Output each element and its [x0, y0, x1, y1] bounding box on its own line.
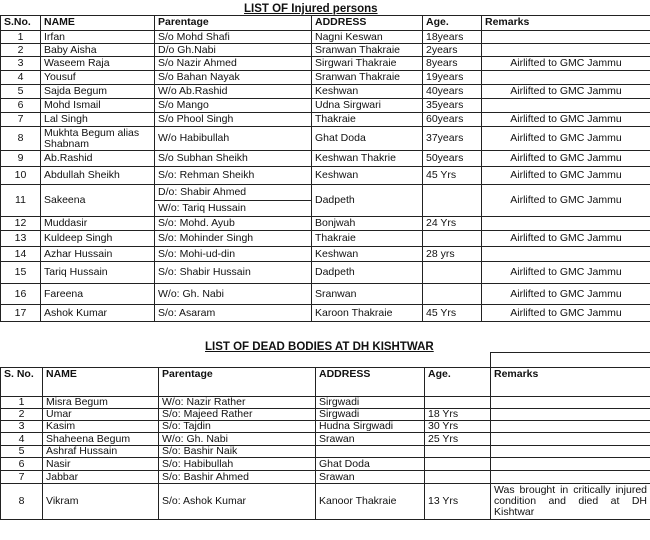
table-row — [1, 99, 650, 113]
parentage-cell: S/o: Asaram — [155, 305, 312, 322]
remarks-cell — [482, 247, 650, 262]
parentage-cell: S/o: Tajdin — [159, 421, 316, 433]
col-header-age: Age. — [423, 16, 482, 31]
table-row — [1, 231, 650, 247]
parentage-cell: S/o Bahan Nayak — [155, 71, 312, 85]
injured-list-title: LIST OF Injured persons — [244, 3, 378, 15]
parentage-cell — [155, 185, 312, 217]
parentage-line: D/o: Shabir Ahmed — [158, 186, 247, 198]
serial-number-cell: 7 — [1, 471, 43, 484]
col-header-remarks: Remarks — [482, 16, 650, 31]
remarks-cell — [482, 217, 650, 231]
serial-number-cell: 3 — [1, 421, 43, 433]
dead-bodies-table — [0, 367, 650, 520]
table-row — [1, 458, 650, 471]
age-cell: 2years — [423, 44, 482, 57]
name-cell: Mukhta Begum alias Shabnam — [41, 127, 155, 151]
serial-number-cell: 9 — [1, 151, 41, 167]
address-cell: Sirgwadi — [316, 409, 425, 421]
parentage-cell: S/o Mango — [155, 99, 312, 113]
age-cell — [425, 446, 491, 458]
age-cell: 24 Yrs — [423, 217, 482, 231]
address-cell: Dadpeth — [312, 185, 423, 217]
parentage-cell: S/o Phool Singh — [155, 113, 312, 127]
dead-header-row — [1, 368, 650, 397]
address-cell: Thakraie — [312, 113, 423, 127]
address-cell: Nagni Keswan — [312, 31, 423, 44]
name-cell: Muddasir — [41, 217, 155, 231]
address-cell: Sranwan — [312, 284, 423, 305]
name-cell: Sajda Begum — [41, 85, 155, 99]
serial-number-cell: 8 — [1, 127, 41, 151]
name-cell: Tariq Hussain — [41, 262, 155, 284]
address-cell: Bonjwah — [312, 217, 423, 231]
table-row — [1, 217, 650, 231]
remarks-cell — [491, 397, 650, 409]
remarks-cell — [491, 421, 650, 433]
parentage-cell: S/o: Ashok Kumar — [159, 484, 316, 520]
remarks-cell — [491, 458, 650, 471]
address-cell: Dadpeth — [312, 262, 423, 284]
name-cell: Kuldeep Singh — [41, 231, 155, 247]
name-cell: Abdullah Sheikh — [41, 167, 155, 185]
name-cell: Azhar Hussain — [41, 247, 155, 262]
remarks-cell — [482, 99, 650, 113]
parentage-cell: W/o Ab.Rashid — [155, 85, 312, 99]
serial-number-cell: 17 — [1, 305, 41, 322]
serial-number-cell: 12 — [1, 217, 41, 231]
table-row — [1, 57, 650, 71]
parentage-cell: S/o: Majeed Rather — [159, 409, 316, 421]
address-cell: Keshwan — [312, 85, 423, 99]
name-cell: Vikram — [43, 484, 159, 520]
serial-number-cell: 3 — [1, 57, 41, 71]
name-cell: Ashraf Hussain — [43, 446, 159, 458]
col-header-name: NAME — [41, 16, 155, 31]
name-cell: Nasir — [43, 458, 159, 471]
serial-number-cell: 16 — [1, 284, 41, 305]
table-row — [1, 247, 650, 262]
parentage-cell: W/o: Nazir Rather — [159, 397, 316, 409]
age-cell: 18years — [423, 31, 482, 44]
age-cell — [423, 262, 482, 284]
serial-number-cell: 6 — [1, 458, 43, 471]
address-cell: Udna Sirgwari — [312, 99, 423, 113]
remarks-cell: Airlifted to GMC Jammu — [482, 185, 650, 217]
age-cell: 30 Yrs — [425, 421, 491, 433]
table-row — [1, 113, 650, 127]
table-row — [1, 71, 650, 85]
age-cell: 28 yrs — [423, 247, 482, 262]
name-cell: Fareena — [41, 284, 155, 305]
address-cell: Keshwan — [312, 167, 423, 185]
age-cell: 13 Yrs — [425, 484, 491, 520]
col-header-remarks: Remarks — [491, 368, 650, 397]
serial-number-cell: 4 — [1, 71, 41, 85]
address-cell: Hudna Sirgwadi — [316, 421, 425, 433]
remarks-cell — [482, 44, 650, 57]
serial-number-cell: 8 — [1, 484, 43, 520]
name-cell: Misra Begum — [43, 397, 159, 409]
age-cell: 18 Yrs — [425, 409, 491, 421]
col-header-name: NAME — [43, 368, 159, 397]
remarks-cell: Airlifted to GMC Jammu — [482, 305, 650, 322]
age-cell: 45 Yrs — [423, 167, 482, 185]
address-cell: Sranwan Thakraie — [312, 44, 423, 57]
remarks-cell: Airlifted to GMC Jammu — [482, 57, 650, 71]
table-row — [1, 185, 650, 217]
name-cell: Shaheena Begum — [43, 433, 159, 446]
serial-number-cell: 7 — [1, 113, 41, 127]
table-row — [1, 305, 650, 322]
remarks-cell: Airlifted to GMC Jammu — [482, 262, 650, 284]
remarks-cell: Airlifted to GMC Jammu — [482, 231, 650, 247]
remarks-cell: Airlifted to GMC Jammu — [482, 167, 650, 185]
age-cell: 19years — [423, 71, 482, 85]
name-cell: Jabbar — [43, 471, 159, 484]
address-cell: Srawan — [316, 471, 425, 484]
col-header-sno: S. No. — [1, 368, 43, 397]
name-cell: Waseem Raja — [41, 57, 155, 71]
serial-number-cell: 6 — [1, 99, 41, 113]
serial-number-cell: 14 — [1, 247, 41, 262]
address-cell: Srawan — [316, 433, 425, 446]
parentage-cell: S/o: Mohi-ud-din — [155, 247, 312, 262]
table-row — [1, 284, 650, 305]
age-cell — [425, 397, 491, 409]
col-header-parentage: Parentage — [155, 16, 312, 31]
remarks-header-box — [490, 352, 650, 368]
table-row — [1, 85, 650, 99]
dead-list-title: LIST OF DEAD BODIES AT DH KISHTWAR — [205, 341, 434, 353]
serial-number-cell: 2 — [1, 44, 41, 57]
name-cell: Ab.Rashid — [41, 151, 155, 167]
age-cell — [423, 185, 482, 217]
table-row — [1, 151, 650, 167]
remarks-cell: Airlifted to GMC Jammu — [482, 151, 650, 167]
address-cell: Keshwan — [312, 247, 423, 262]
name-cell: Yousuf — [41, 71, 155, 85]
age-cell: 35years — [423, 99, 482, 113]
col-header-parentage: Parentage — [159, 368, 316, 397]
age-cell: 37years — [423, 127, 482, 151]
remarks-cell: Airlifted to GMC Jammu — [482, 284, 650, 305]
name-cell: Lal Singh — [41, 113, 155, 127]
name-cell: Ashok Kumar — [41, 305, 155, 322]
age-cell — [425, 471, 491, 484]
parentage-cell: S/o: Rehman Sheikh — [155, 167, 312, 185]
remarks-cell — [482, 31, 650, 44]
col-header-age: Age. — [425, 368, 491, 397]
parentage-cell: D/o Gh.Nabi — [155, 44, 312, 57]
col-header-address: ADDRESS — [316, 368, 425, 397]
parentage-cell: S/o: Bashir Ahmed — [159, 471, 316, 484]
remarks-cell — [491, 409, 650, 421]
name-cell: Umar — [43, 409, 159, 421]
parentage-cell: S/o: Shabir Hussain — [155, 262, 312, 284]
name-cell: Irfan — [41, 31, 155, 44]
name-cell: Mohd Ismail — [41, 99, 155, 113]
remarks-cell: Airlifted to GMC Jammu — [482, 127, 650, 151]
table-row — [1, 484, 650, 520]
remarks-cell — [491, 471, 650, 484]
age-cell — [423, 284, 482, 305]
serial-number-cell: 4 — [1, 433, 43, 446]
age-cell: 50years — [423, 151, 482, 167]
name-cell: Sakeena — [41, 185, 155, 217]
remarks-cell: Airlifted to GMC Jammu — [482, 85, 650, 99]
table-row — [1, 127, 650, 151]
parentage-cell: S/o Nazir Ahmed — [155, 57, 312, 71]
address-cell: Kanoor Thakraie — [316, 484, 425, 520]
serial-number-cell: 10 — [1, 167, 41, 185]
parentage-cell: S/o: Mohd. Ayub — [155, 217, 312, 231]
address-cell: Sirgwari Thakraie — [312, 57, 423, 71]
address-cell: Thakraie — [312, 231, 423, 247]
table-row — [1, 262, 650, 284]
table-row — [1, 421, 650, 433]
serial-number-cell: 5 — [1, 446, 43, 458]
table-row — [1, 409, 650, 421]
serial-number-cell: 5 — [1, 85, 41, 99]
age-cell — [425, 458, 491, 471]
remarks-cell — [491, 446, 650, 458]
table-row — [1, 433, 650, 446]
col-header-sno: S.No. — [1, 16, 41, 31]
table-row — [1, 44, 650, 57]
age-cell — [423, 231, 482, 247]
address-cell: Karoon Thakraie — [312, 305, 423, 322]
serial-number-cell: 15 — [1, 262, 41, 284]
age-cell: 40years — [423, 85, 482, 99]
address-cell: Keshwan Thakrie — [312, 151, 423, 167]
age-cell: 8years — [423, 57, 482, 71]
parentage-line: W/o: Tariq Hussain — [155, 200, 311, 216]
parentage-cell: S/o Subhan Sheikh — [155, 151, 312, 167]
name-cell: Baby Aisha — [41, 44, 155, 57]
serial-number-cell: 2 — [1, 409, 43, 421]
parentage-cell: S/o: Habibullah — [159, 458, 316, 471]
address-cell: Ghat Doda — [312, 127, 423, 151]
age-cell: 60years — [423, 113, 482, 127]
serial-number-cell: 1 — [1, 31, 41, 44]
table-row — [1, 167, 650, 185]
remarks-cell — [482, 71, 650, 85]
injured-header-row — [1, 16, 650, 31]
address-cell: Sirgwadi — [316, 397, 425, 409]
address-cell: Sranwan Thakraie — [312, 71, 423, 85]
name-cell: Kasim — [43, 421, 159, 433]
parentage-cell: S/o: Mohinder Singh — [155, 231, 312, 247]
serial-number-cell: 13 — [1, 231, 41, 247]
table-row — [1, 446, 650, 458]
table-row — [1, 397, 650, 409]
parentage-cell: S/o Mohd Shafi — [155, 31, 312, 44]
address-cell: Ghat Doda — [316, 458, 425, 471]
parentage-cell: W/o Habibullah — [155, 127, 312, 151]
remarks-cell — [491, 433, 650, 446]
age-cell: 25 Yrs — [425, 433, 491, 446]
parentage-cell: W/o: Gh. Nabi — [155, 284, 312, 305]
serial-number-cell: 11 — [1, 185, 41, 217]
col-header-address: ADDRESS — [312, 16, 423, 31]
parentage-cell: S/o: Bashir Naik — [159, 446, 316, 458]
serial-number-cell: 1 — [1, 397, 43, 409]
table-row — [1, 471, 650, 484]
remarks-cell: Airlifted to GMC Jammu — [482, 113, 650, 127]
address-cell — [316, 446, 425, 458]
parentage-cell: W/o: Gh. Nabi — [159, 433, 316, 446]
remarks-cell: Was brought in critically injured condition and died at DH Kishtwar — [491, 484, 650, 520]
age-cell: 45 Yrs — [423, 305, 482, 322]
table-row — [1, 31, 650, 44]
injured-persons-table — [0, 15, 650, 322]
